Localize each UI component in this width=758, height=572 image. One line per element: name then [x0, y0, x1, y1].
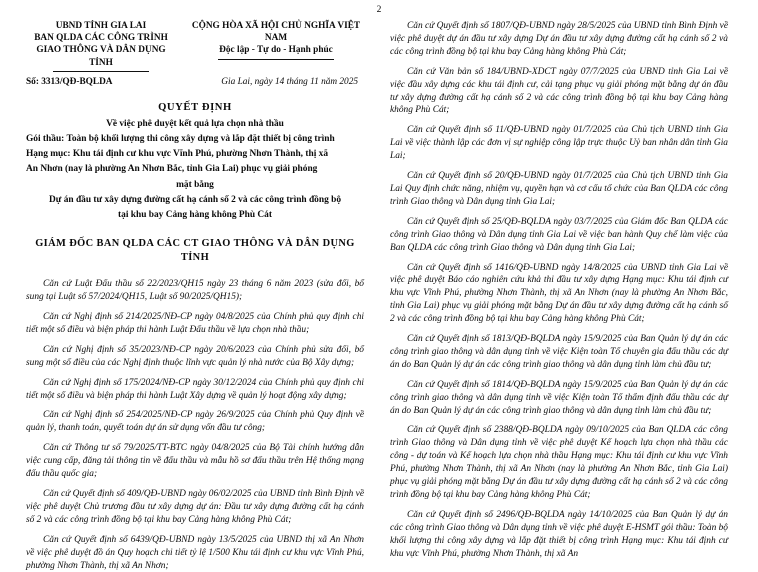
- paragraph-right-2: Căn cứ Văn bản số 184/UBND-XDCT ngày 07/7/2025 của UBND tỉnh Gia Lai về việc đầu xây dựng các khu tái định cư, cải tạng phục vụ giải phóng mặt bằng dự án đầu tư xây dựng đường cất hạ cánh số 2 và các công trình đồng bộ tại khu bay Cảng hàng không Phù Cát;: [390, 66, 728, 116]
- paragraph-right-10: Căn cứ Quyết định số 2496/QĐ-BQLDA ngày 14/10/2025 của Ban Quản lý dự án các công trình Giao thông và Dân dụng tỉnh về việc phê duyệt E-HSMT gói thầu: Toàn bộ khối lượng thi công xây dựng và lắp đặt thiết bị công trình Hạng mục: Khu tái định cư khu vực Vĩnh Phú, phường Nhơn Thành, thị xã An: [390, 509, 728, 559]
- paragraph-right-6: Căn cứ Quyết định số 1416/QĐ-UBND ngày 14/8/2025 của UBND tỉnh Gia Lai về việc phê duyệt Báo cáo nghiên cứu khả thi đầu tư xây dựng Hạng mục: Khu tái định cư khu vực Vĩnh Phú, phường Nhơn Thành, thị xã An Nhơn (nay là phường An Nhơn Bắc, tỉnh Gia Lai) phục vụ giải phóng mặt bằng Dự án đầu tư xây dựng đường cất hạ cánh số 2 và các công trình đồng bộ tại khu bay Cảng hàng không Phù Cát;: [390, 262, 728, 325]
- issuing-authority-block: [26, 20, 176, 72]
- title-block: [26, 101, 364, 222]
- package-line-3: An Nhơn (nay là phường An Nhơn Bắc, tỉnh Gia Lai) phục vụ giải phóng: [26, 164, 318, 175]
- issuing-authority-line1: UBND TỈNH GIA LAI: [55, 21, 147, 31]
- document-title: QUYẾT ĐỊNH: [158, 102, 232, 114]
- paragraph-right-9: Căn cứ Quyết định số 2388/QĐ-BQLDA ngày 09/10/2025 của Ban QLDA các công trình Giao thông và Dân dụng tỉnh về việc phê duyệt Kế hoạch lựa chọn nhà thầu các công - dự toán và Kế hoạch lựa chọn nhà thầu Hạng mục: Khu tái định cư khu vực Vĩnh Phú, phường Nhơn Thành, thị xã An Nhơn (nay là phường An Nhơn Bắc, tỉnh Gia Lai) phục vụ giải phóng mặt bằng Dự án đầu tư xây dựng đường cất hạ cánh số 2 và các công trình đồng bộ tại khu bay Cảng hàng không Phù Cát;: [390, 425, 728, 500]
- national-motto: Độc lập - Tự do - Hạnh phúc: [219, 45, 333, 56]
- paragraph-left-4: Căn cứ Nghị định số 175/2024/NĐ-CP ngày 30/12/2024 của Chính phủ quy định chi tiết một số điều và biện pháp thi hành Luật Xây dựng về quản lý hoạt động xây dựng;: [26, 377, 364, 401]
- national-title: CỘNG HÒA XÃ HỘI CHỦ NGHĨA VIỆT NAM: [191, 21, 361, 44]
- document-header: [26, 20, 364, 72]
- paragraph-left-2: Căn cứ Nghị định số 214/2025/NĐ-CP ngày 04/8/2025 của Chính phủ quy định chi tiết một số điều và biện pháp thi hành Luật Đấu thầu về lựa chọn nhà thầu;: [26, 312, 364, 335]
- header-left-divider: [53, 71, 149, 72]
- two-column-layout: [26, 20, 732, 572]
- place-and-date: Gia Lai, ngày 14 tháng 11 năm 2025: [221, 76, 358, 87]
- package-line-1: Gói thầu: Toàn bộ khối lượng thi công xây dựng và lắp đặt thiết bị công trình: [26, 134, 335, 145]
- paragraph-right-5: Căn cứ Quyết định số 25/QĐ-BQLDA ngày 03/7/2025 của Giám đốc Ban QLDA các công trình Giao thông và Dân dụng tỉnh Gia Lai về việc ban hành Quy chế làm việc của Ban QLDA các công trình Giao thông và Dân dụng tỉnh Gia Lai;: [390, 216, 728, 253]
- document-subtitle: Về việc phê duyệt kết quả lựa chọn nhà thầu: [106, 119, 284, 130]
- paragraph-right-4: Căn cứ Quyết định số 20/QĐ-UBND ngày 01/7/2025 của Chủ tịch UBND tỉnh Gia Lai Quy định chức năng, nhiệm vụ, quyền hạn và cơ cấu tổ chức của Ban QLDA các công trình Giao thông và Dân dụng tỉnh Gia Lai;: [390, 171, 728, 207]
- paragraph-left-1: Căn cứ Luật Đấu thầu số 22/2023/QH15 ngày 23 tháng 6 năm 2023 (sửa đổi, bổ sung tại Luật số 57/2024/QH15, Luật số 90/2025/QH15);: [26, 279, 364, 303]
- issuing-authority-line2: BAN QLDA CÁC CÔNG TRÌNH: [34, 33, 168, 44]
- paragraph-right-7: Căn cứ Quyết định số 1813/QĐ-BQLDA ngày 15/9/2025 của Ban Quản lý dự án các công trình giao thông và dân dụng tỉnh về việc Kiện toàn Tổ chuyên gia đấu thầu các dự án do Ban Quản lý dự án các công trình giao thông và dân dụng tỉnh làm chủ đầu tư;: [390, 334, 728, 370]
- left-column: [26, 20, 364, 572]
- right-column: [390, 20, 728, 561]
- national-header-block: [188, 20, 364, 60]
- paragraph-left-7: Căn cứ Quyết định số 409/QĐ-UBND ngày 06/02/2025 của UBND tỉnh Bình Định về việc phê duyệt Chủ trương đầu tư xây dựng dự án: Đầu tư xây dựng đường cất hạ cánh số 2 và các công trình đồng bộ tại khu bay Cảng hàng không Phù Cát;: [26, 489, 364, 525]
- package-line-2: Hạng mục: Khu tái định cư khu vực Vĩnh Phú, phường Nhơn Thành, thị xã: [26, 149, 329, 160]
- paragraph-right-1: Căn cứ Quyết định số 1807/QĐ-UBND ngày 28/5/2025 của UBND tỉnh Bình Định về việc phê duyệt dự án đầu tư xây dựng Dự án đầu tư xây dựng đường cất hạ cánh số 2 và các công trình đồng bộ tại khu bay Cảng hàng không Phù Cát;: [390, 21, 728, 57]
- number-and-date-row: [26, 76, 364, 88]
- header-right-divider: [218, 59, 334, 60]
- package-line-6: tại khu bay Cảng hàng không Phù Cát: [118, 210, 272, 221]
- paragraph-left-8: Căn cứ Quyết định số 6439/QĐ-UBND ngày 13/5/2025 của UBND thị xã An Nhơn về việc phê duyệt đồ án Quy hoạch chi tiết tỷ lệ 1/500 Khu tái định cư khu vực Vĩnh Phú, phường Nhơn Thành, thị xã An Nhơn;: [26, 534, 364, 571]
- page-number: 2: [376, 5, 382, 15]
- package-line-4: mặt bằng: [176, 179, 214, 190]
- paragraph-left-6: Căn cứ Thông tư số 79/2025/TT-BTC ngày 04/8/2025 của Bộ Tài chính hướng dẫn việc cung cấp, đăng tải thông tin về đấu thầu và mẫu hồ sơ đấu thầu trên Hệ thống mạng đấu thầu quốc gia;: [26, 443, 364, 480]
- deciding-authority: GIÁM ĐỐC BAN QLDA CÁC CT GIAO THÔNG VÀ DÂN DỤNG TỈNH: [35, 238, 355, 264]
- paragraph-right-8: Căn cứ Quyết định số 1814/QĐ-BQLDA ngày 15/9/2025 của Ban Quản lý dự án các công trình giao thông và dân dụng tỉnh về việc Kiện toàn Tổ thẩm định đấu thầu các dự án do Ban Quản lý dự án các công trình giao thông và dân dụng tỉnh làm chủ đầu tư;: [390, 379, 728, 416]
- paragraph-left-5: Căn cứ Nghị định số 254/2025/NĐ-CP ngày 26/9/2025 của Chính phủ Quy định về quản lý, thanh toán, quyết toán dự án sử dụng vốn đầu tư công;: [26, 410, 364, 434]
- package-line-5: Dự án đầu tư xây dựng đường cất hạ cánh số 2 và các công trình đồng bộ: [48, 194, 342, 205]
- issuing-authority-line3: GIAO THÔNG VÀ DÂN DỤNG TỈNH: [36, 45, 166, 68]
- paragraph-right-3: Căn cứ Quyết định số 11/QĐ-UBND ngày 01/7/2025 của Chủ tịch UBND tỉnh Gia Lai về việc thành lập các đơn vị sự nghiệp công lập trực thuộc Uỷ ban nhân dân tỉnh Gia Lai;: [390, 125, 728, 162]
- paragraph-left-3: Căn cứ Nghị định số 35/2023/NĐ-CP ngày 20/6/2023 của Chính phủ sửa đổi, bổ sung một số điều của các Nghị định thuộc lĩnh vực quản lý nhà nước của Bộ Xây dựng;: [26, 344, 364, 368]
- document-number: Số: 3313/QĐ-BQLDA: [26, 76, 113, 87]
